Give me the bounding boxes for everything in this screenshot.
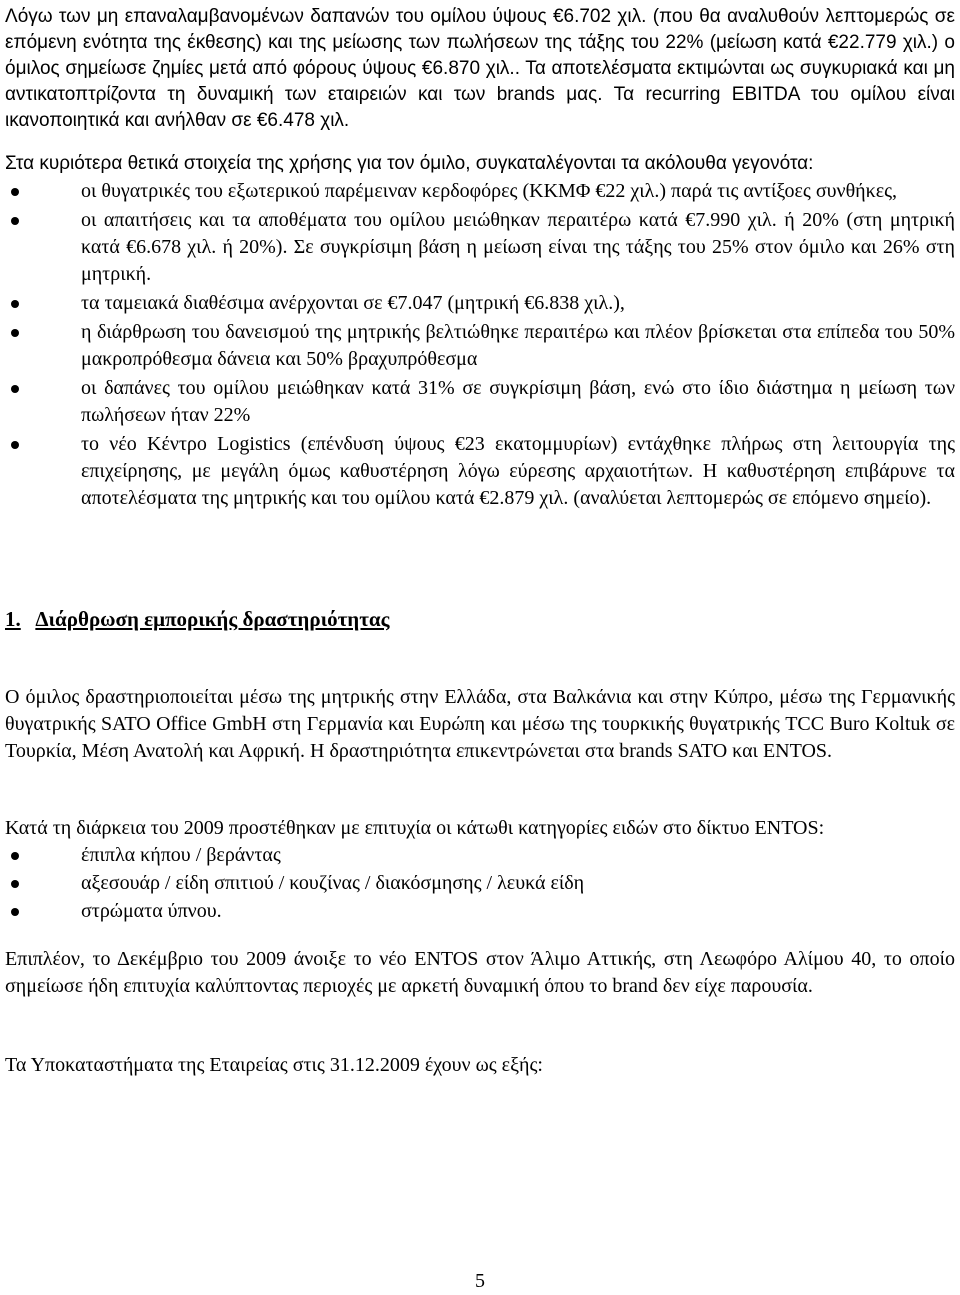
section-number: 1. xyxy=(5,607,21,631)
categories-list xyxy=(5,842,955,926)
new-store-paragraph: Επιπλέον, το Δεκέμβριο του 2009 άνοιξε το νέο ENTOS στον Άλιμο Αττικής, στη Λεωφόρο Αλίμου 40, το οποίο σημείωσε ήδη επιτυχία καλύπτοντας περιοχές με αρκετή δυναμική όπου το brand δεν είχε παρουσία. xyxy=(5,948,955,997)
list-item: έπιπλα κήπου / βεράντας xyxy=(5,842,955,869)
list-item: οι θυγατρικές του εξωτερικού παρέμειναν κερδοφόρες (ΚΚΜΦ €22 χιλ.) παρά τις αντίξοες συνθήκες, xyxy=(5,178,955,205)
highlights-intro: Στα κυριότερα θετικά στοιχεία της χρήσης για τον όμιλο, συγκαταλέγονται τα ακόλουθα γεγονότα: xyxy=(5,153,814,174)
list-item: αξεσουάρ / είδη σπιτιού / κουζίνας / διακόσμησης / λευκά είδη xyxy=(5,870,955,897)
page-number: 5 xyxy=(475,1270,485,1292)
list-item: οι απαιτήσεις και τα αποθέματα του ομίλου μειώθηκαν περαιτέρω κατά €7.990 χιλ. ή 20% (στη μητρική κατά €6.678 χιλ. ή 20%). Σε συγκρίσιμη βάση η μείωση είναι της τάξης του 25% στον όμιλο και 26% στη μητρική. xyxy=(5,207,955,288)
highlights-list xyxy=(5,178,955,514)
intro-paragraph: Λόγω των μη επαναλαμβανομένων δαπανών του ομίλου ύψους €6.702 χιλ. (που θα αναλυθούν λεπτομερώς σε επόμενη ενότητα της έκθεσης) και της μείωσης των πωλήσεων της τάξης του 22% (μείωση κατά €22.779 χιλ.) ο όμιλος σημείωσε ζημίες μετά από φόρους ύψους €6.870 χιλ.. Τα αποτελέσματα εκτιμώνται ως συγκυριακά και μη αντικατοπτρίζοντα τη δυναμική των εταιρειών και των brands μας. Τα recurring EBITDA του ομίλου είναι ικανοποιητικά και ανήλθαν σε €6.478 χιλ. xyxy=(5,6,955,131)
section-title: Διάρθρωση εμπορικής δραστηριότητας xyxy=(35,607,390,631)
activity-paragraph: Ο όμιλος δραστηριοποιείται μέσω της μητρικής στην Ελλάδα, στα Βαλκάνια και στην Κύπρο, μέσω της Γερμανικής θυγατρικής SATO Office GmbH στη Γερμανία και Ευρώπη και μέσω της τουρκικής θυγατρικής TCC Buro Koltuk σε Τουρκία, Μέση Ανατολή και Αφρική. Η δραστηριότητα επικεντρώνεται στα brands SATO και ENTOS. xyxy=(5,686,955,762)
branches-intro: Τα Υποκαταστήματα της Εταιρείας στις 31.12.2009 έχουν ως εξής: xyxy=(5,1054,543,1076)
list-item: η διάρθρωση του δανεισμού της μητρικής βελτιώθηκε περαιτέρω και πλέον βρίσκεται στα επίπεδα του 50% μακροπρόθεσμα δάνεια και 50% βραχυπρόθεσμα xyxy=(5,319,955,373)
list-item: το νέο Κέντρο Logistics (επένδυση ύψους €23 εκατομμυρίων) εντάχθηκε πλήρως στη λειτουργία της επιχείρησης, με μεγάλη όμως καθυστέρηση λόγω εύρεσης αρχαιοτήτων. Η καθυστέρηση επιβάρυνε τα αποτελέσματα της μητρικής και του ομίλου κατά €2.879 χιλ. (αναλύεται λεπτομερώς σε επόμενο σημείο). xyxy=(5,431,955,512)
list-item: οι δαπάνες του ομίλου μειώθηκαν κατά 31% σε συγκρίσιμη βάση, ενώ στο ίδιο διάστημα η μείωση των πωλήσεων ήταν 22% xyxy=(5,375,955,429)
section-heading xyxy=(5,606,389,633)
list-item: τα ταμειακά διαθέσιμα ανέρχονται σε €7.047 (μητρική €6.838 χιλ.), xyxy=(5,290,955,317)
list-item: στρώματα ύπνου. xyxy=(5,898,955,925)
categories-intro: Κατά τη διάρκεια του 2009 προστέθηκαν με επιτυχία οι κάτωθι κατηγορίες ειδών στο δίκτυο ENTOS: xyxy=(5,817,825,839)
